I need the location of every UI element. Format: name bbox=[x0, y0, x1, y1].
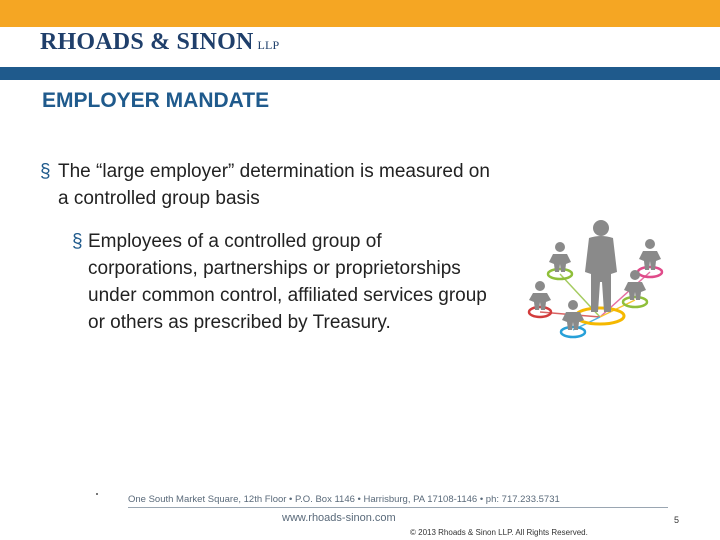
footer-address: One South Market Square, 12th Floor • P.O. Box 1146 • Harrisburg, PA 17108-1146 • ph: 717.233.5731 bbox=[128, 494, 560, 505]
firm-name: RHOADS & SINON bbox=[40, 29, 254, 55]
footer-website: www.rhoads-sinon.com bbox=[282, 512, 396, 524]
page-number: 5 bbox=[674, 515, 680, 525]
firm-logo bbox=[40, 29, 279, 56]
header bbox=[0, 27, 720, 67]
copyright-text: © 2013 Rhoads & Sinon LLP. All Rights Reserved. bbox=[410, 528, 588, 537]
footer-dot bbox=[96, 493, 98, 495]
sub-bullet-item bbox=[72, 228, 492, 336]
people-network-icon bbox=[515, 212, 675, 352]
top-accent-bar bbox=[0, 0, 720, 27]
bullet-item bbox=[40, 158, 500, 212]
bullet-mark: § bbox=[72, 231, 83, 252]
sub-bullet-text: Employees of a controlled group of corporations, partnerships or proprietorships under common control, affiliated services group or others as prescribed by Treasury. bbox=[88, 231, 487, 333]
bullet-text: The “large employer” determination is measured on a controlled group basis bbox=[58, 161, 490, 209]
brand-bar bbox=[0, 67, 720, 80]
slide-title: EMPLOYER MANDATE bbox=[42, 89, 270, 112]
firm-suffix: LLP bbox=[257, 38, 280, 52]
bullet-mark: § bbox=[40, 161, 51, 182]
footer-divider bbox=[128, 507, 668, 508]
